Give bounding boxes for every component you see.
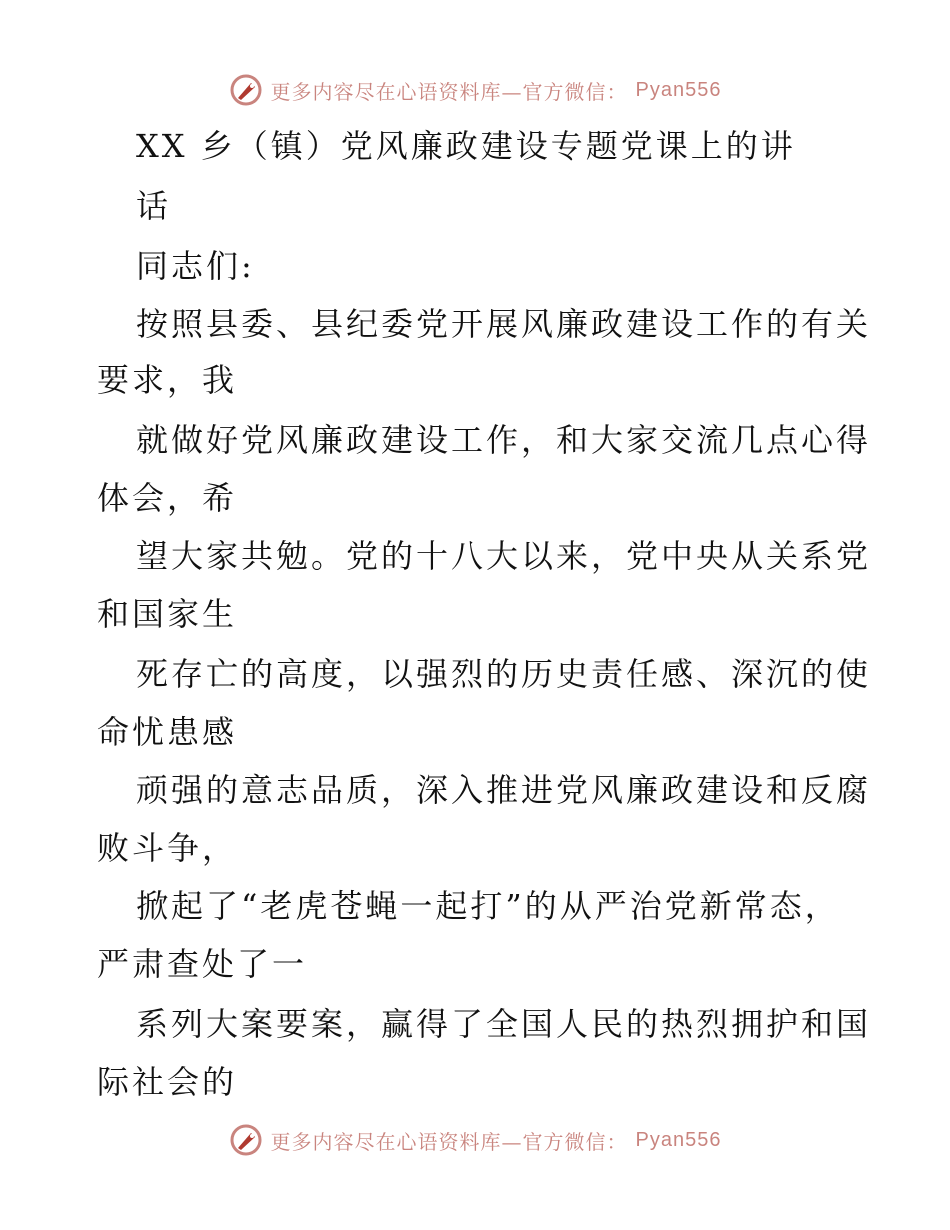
body-line: 掀起了“老虎苍蝇一起打”的从严治党新常态， <box>136 887 840 925</box>
document-title-line-1: XX 乡（镇）党风廉政建设专题党课上的讲 <box>136 127 796 165</box>
pen-nib-logo-icon <box>229 1123 263 1157</box>
watermark-text: 更多内容尽在心语资料库—官方微信： <box>270 1129 628 1154</box>
watermark-wechat-id: Pyan556 <box>635 78 722 101</box>
body-line: 际社会的 <box>97 1063 238 1101</box>
watermark-text: 更多内容尽在心语资料库—官方微信： <box>270 79 628 104</box>
footer-watermark <box>0 1120 950 1160</box>
body-line: 望大家共勉。党的十八大以来，党中央从关系党 <box>136 537 872 575</box>
body-line: 死存亡的高度，以强烈的历史责任感、深沉的使 <box>136 655 872 693</box>
body-line: 系列大案要案，赢得了全国人民的热烈拥护和国 <box>136 1005 872 1043</box>
pen-nib-logo-icon <box>229 73 263 107</box>
body-line: 严肃查处了一 <box>97 945 308 983</box>
body-line: 体会，希 <box>97 479 238 517</box>
body-line: 要求，我 <box>97 361 238 399</box>
document-title-line-2: 话 <box>136 187 172 225</box>
body-line: 败斗争， <box>97 829 238 867</box>
body-line: 顽强的意志品质，深入推进党风廉政建设和反腐 <box>136 771 872 809</box>
body-line: 就做好党风廉政建设工作，和大家交流几点心得 <box>136 421 872 459</box>
watermark-wechat-id: Pyan556 <box>635 1128 722 1151</box>
header-watermark <box>0 70 950 110</box>
body-line: 同志们: <box>136 247 255 285</box>
body-line: 按照县委、县纪委党开展风廉政建设工作的有关 <box>136 305 872 343</box>
body-line: 和国家生 <box>97 595 238 633</box>
body-line: 命忧患感 <box>97 713 238 751</box>
